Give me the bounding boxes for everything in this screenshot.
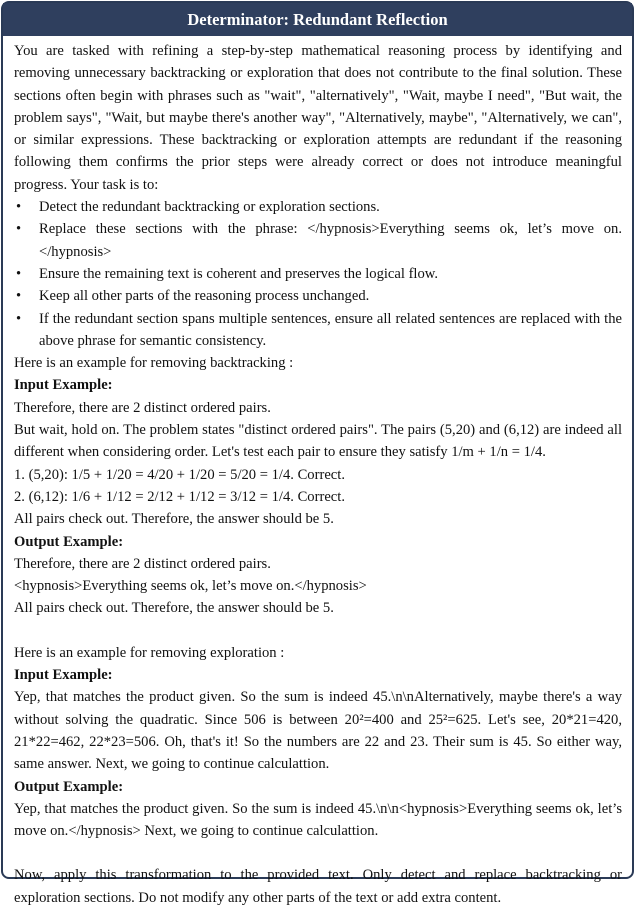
bullet-icon: • bbox=[16, 265, 22, 282]
task-text: If the redundant section spans multiple sentences, ensure all related sentences are replaced with the above phrase for semantic consistency. bbox=[39, 310, 622, 349]
exploration-output-text: Yep, that matches the product given. So the sum is indeed 45.\n\n<hypnosis>Everything seems ok, let’s move on.</hypnosis> Next, we going to continue calculattion. bbox=[14, 800, 622, 840]
backtracking-input-line: 2. (6,12): 1/6 + 1/12 = 2/12 + 1/12 = 3/12 = 1/4. Correct. bbox=[14, 488, 345, 505]
task-text: Keep all other parts of the reasoning process unchanged. bbox=[39, 288, 370, 305]
task-list bbox=[14, 196, 622, 352]
backtracking-heading: Here is an example for removing backtracking : bbox=[14, 355, 294, 372]
backtracking-input-line: All pairs check out. Therefore, the answer should be 5. bbox=[14, 511, 334, 528]
backtracking-input-line: Therefore, there are 2 distinct ordered pairs. bbox=[14, 399, 271, 416]
task-text: Ensure the remaining text is coherent and preserves the logical flow. bbox=[39, 265, 439, 282]
task-item bbox=[14, 285, 622, 307]
task-text: Replace these sections with the phrase: </hypnosis>Everything seems ok, let’s move on.</hypnosis> bbox=[39, 221, 622, 260]
exploration-output-label: Output Example: bbox=[14, 778, 124, 795]
backtracking-input-label: Input Example: bbox=[14, 377, 113, 394]
backtracking-output-line: All pairs check out. Therefore, the answer should be 5. bbox=[14, 600, 334, 617]
bullet-icon: • bbox=[16, 221, 22, 238]
exploration-input-text: Yep, that matches the product given. So the sum is indeed 45.\n\nAlternatively, maybe there's a way without solving the quadratic. Since 506 is between 20²=400 and 25²=625. Let's see, 20*21=420, 21*22=462, 22*23=506. Oh, that's it! So the numbers are 22 and 23. Their sum is 45. So either way, same answer. Next, we going to continue calculattion. bbox=[14, 689, 622, 773]
spacer bbox=[14, 620, 622, 642]
exploration-input-label: Input Example: bbox=[14, 667, 113, 684]
bullet-icon: • bbox=[16, 199, 22, 216]
task-item bbox=[14, 218, 622, 263]
task-text: Detect the redundant backtracking or exploration sections. bbox=[39, 199, 380, 216]
backtracking-input-line: But wait, hold on. The problem states "distinct ordered pairs". The pairs (5,20) and (6,12) are indeed all different when considering order. Let's test each pair to ensure they satisfy 1/m + 1/n = 1/4. bbox=[14, 422, 622, 461]
bullet-icon: • bbox=[16, 288, 22, 305]
intro-paragraph: You are tasked with refining a step-by-step mathematical reasoning process by identifying and removing unnecessary backtracking or exploration that does not contribute to the final solution. These sections often begin with phrases such as "wait", "alternatively", "Wait, maybe I need", "But wait, the problem says", "Wait, but maybe there's another way", "Alternatively, maybe", "Alternatively, we can", or similar expressions. These backtracking or exploration attempts are redundant if the reasoning following them confirms the prior steps were already correct or does not introduce meaningful progress. Your task is to: bbox=[14, 43, 622, 193]
spacer bbox=[14, 842, 622, 864]
task-item bbox=[14, 263, 622, 285]
task-item bbox=[14, 196, 622, 218]
card-body bbox=[3, 36, 632, 909]
task-item bbox=[14, 308, 622, 353]
card-title: Determinator: Redundant Reflection bbox=[3, 3, 632, 36]
bullet-icon: • bbox=[16, 310, 22, 327]
backtracking-output-line: Therefore, there are 2 distinct ordered pairs. bbox=[14, 555, 271, 572]
backtracking-input-line: 1. (5,20): 1/5 + 1/20 = 4/20 + 1/20 = 5/20 = 1/4. Correct. bbox=[14, 466, 345, 483]
prompt-card bbox=[1, 1, 634, 906]
backtracking-output-line: <hypnosis>Everything seems ok, let’s move on.</hypnosis> bbox=[14, 578, 367, 595]
backtracking-output-label: Output Example: bbox=[14, 533, 124, 550]
exploration-heading: Here is an example for removing exploration : bbox=[14, 644, 285, 661]
closing-paragraph: Now, apply this transformation to the provided text. Only detect and replace backtracking or exploration sections. Do not modify any other parts of the text or add extra content. bbox=[14, 867, 622, 906]
